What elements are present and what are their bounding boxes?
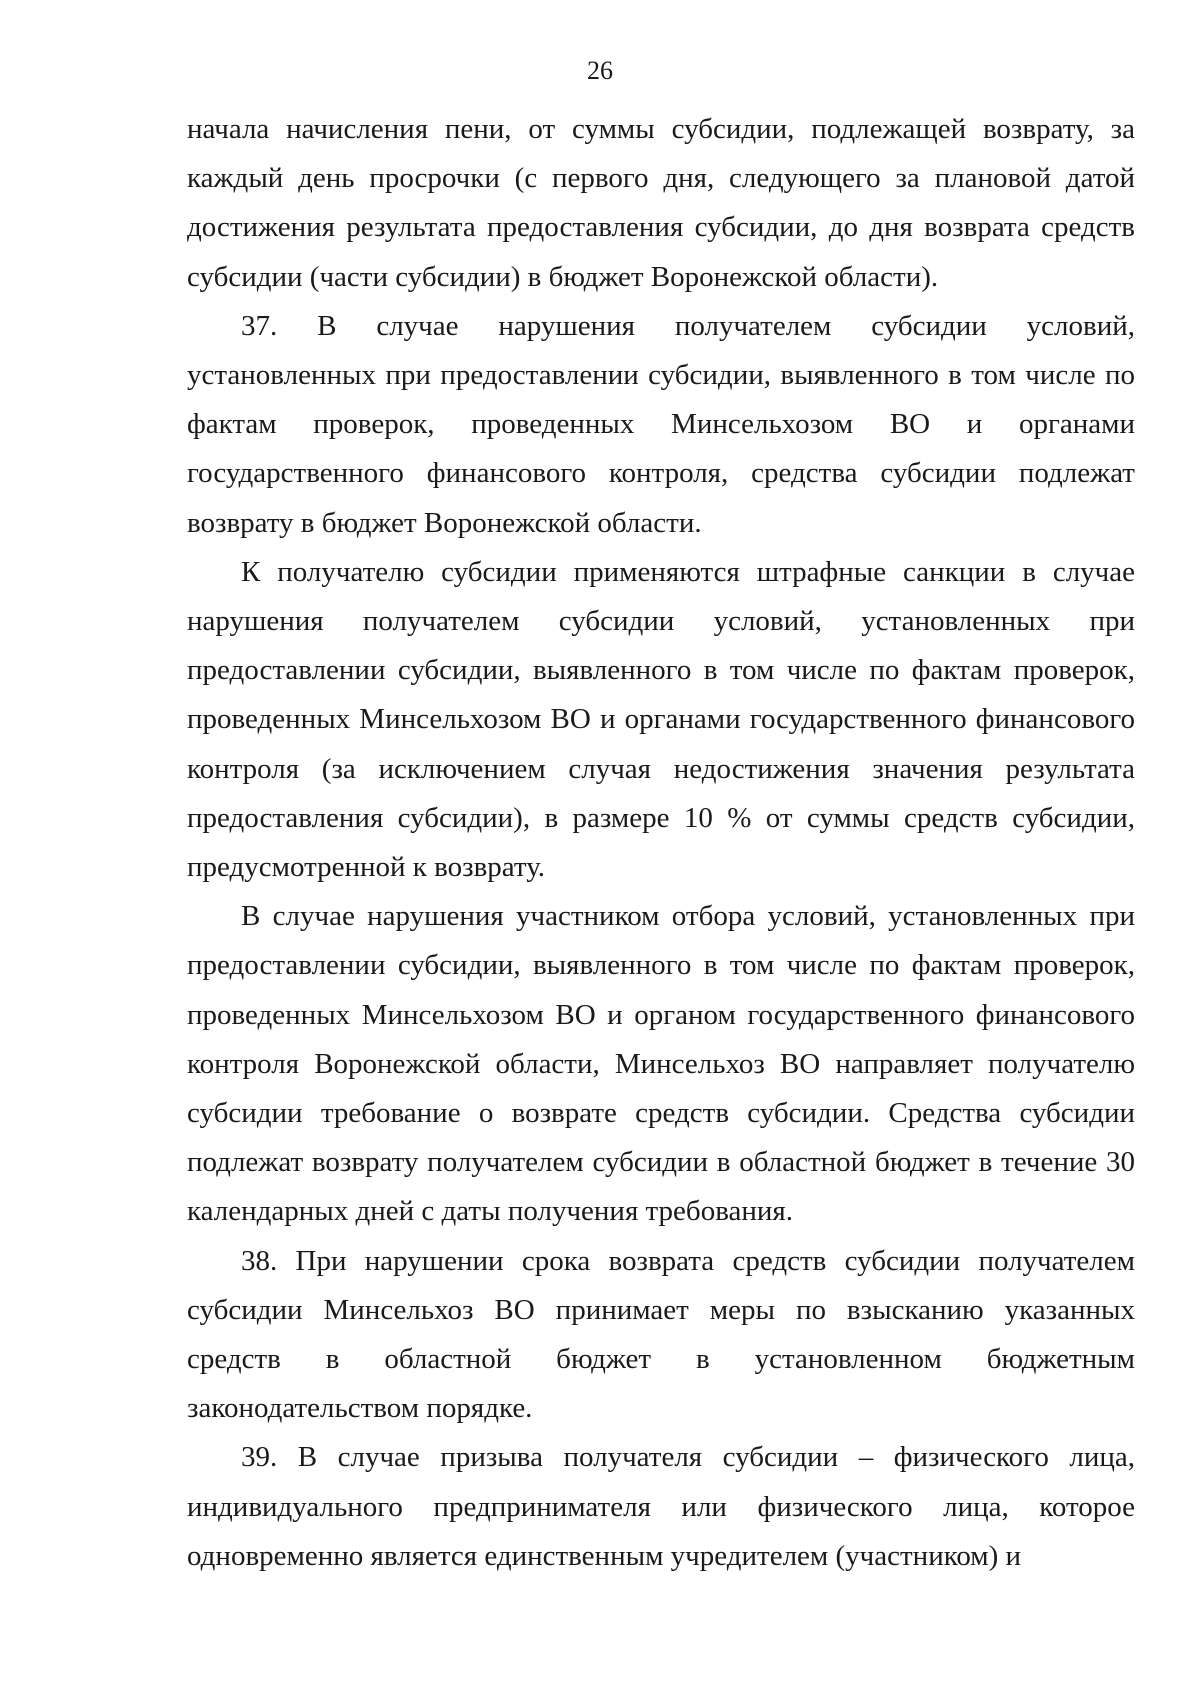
paragraph-item-39: 39. В случае призыва получателя субсидии – физического лица, индивидуального предпринимателя или физического лица, которое одновременно является единственным учредителем (участником) и (187, 1441, 1135, 1572)
document-body (187, 105, 1135, 1581)
paragraph-violation-requirement: В случае нарушения участником отбора условий, установленных при предоставлении субсидии, выявленного в том числе по фактам проверок, проведенных Минсельхозом ВО и органом государственного финансового контроля Воронежской области, Минсельхоз ВО направляет получателю субсидии требование о возврате средств субсидии. Средства субсидии подлежат возврату получателем субсидии в областной бюджет в течение 30 календарных дней с даты получения требования. (187, 900, 1135, 1228)
paragraph-continuation: начала начисления пени, от суммы субсидии, подлежащей возврату, за каждый день просрочки (с первого дня, следующего за плановой датой достижения результата предоставления субсидии, до дня возврата средств субсидии (части субсидии) в бюджет Воронежской области). (187, 113, 1135, 293)
page-number: 26 (587, 56, 613, 85)
paragraph-penalty-sanctions: К получателю субсидии применяются штрафные санкции в случае нарушения получателем субсидии условий, установленных при предоставлении субсидии, выявленного в том числе по фактам проверок, проведенных Минсельхозом ВО и органами государственного финансового контроля (за исключением случая недостижения значения результата предоставления субсидии), в размере 10 % от суммы средств субсидии, предусмотренной к возврату. (187, 555, 1135, 884)
paragraph-item-38: 38. При нарушении срока возврата средств субсидии получателем субсидии Минсельхоз ВО принимает меры по взысканию указанных средств в областной бюджет в установленном бюджетным законодательством порядке. (187, 1244, 1135, 1425)
paragraph-item-37: 37. В случае нарушения получателем субсидии условий, установленных при предоставлении субсидии, выявленного в том числе по фактам проверок, проведенных Минсельхозом ВО и органами государственного финансового контроля, средства субсидии подлежат возврату в бюджет Воронежской области. (187, 309, 1135, 539)
